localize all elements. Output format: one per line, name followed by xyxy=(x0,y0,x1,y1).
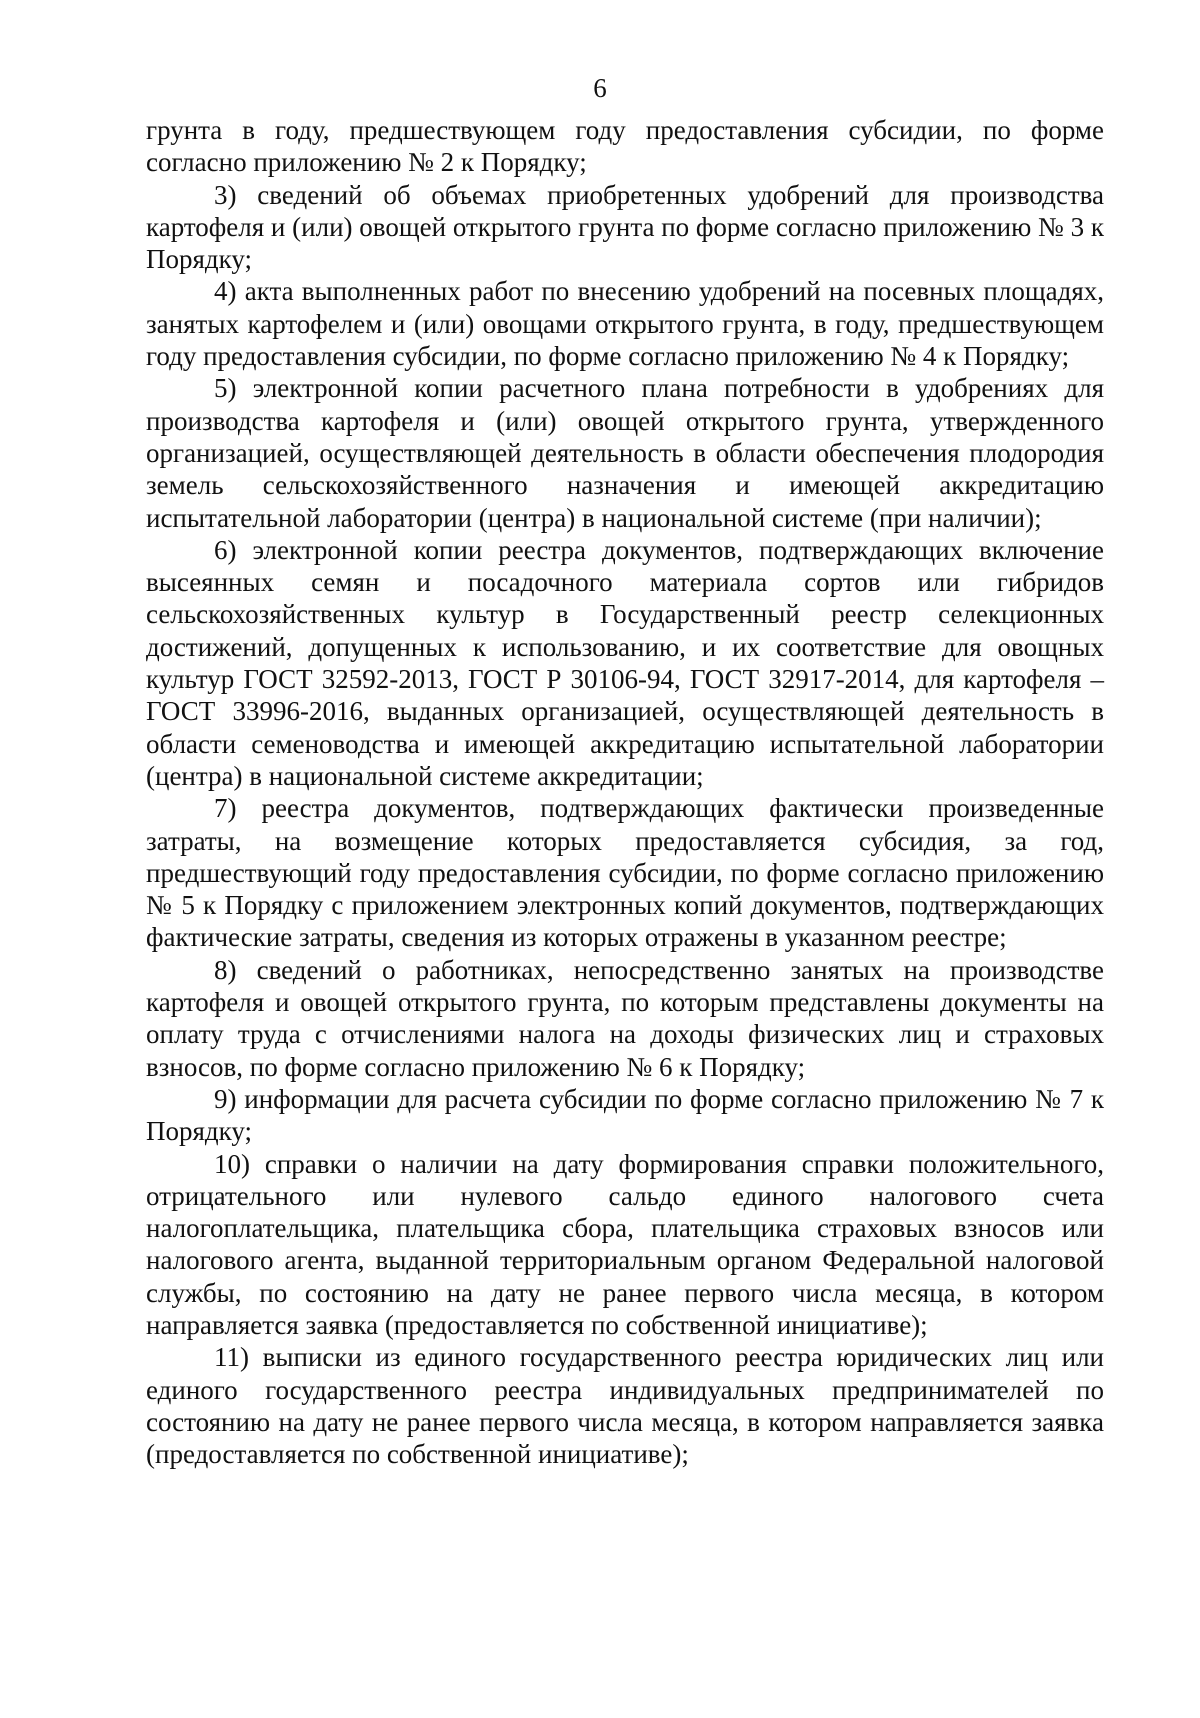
list-item-5: 5) электронной копии расчетного плана потребности в удобрениях для производства картофеля и (или) овощей открытого грунта, утвержденного организацией, осуществляющей деятельность в области обеспечения плодородия земель сельскохозяйственного назначения и имеющей аккредитацию испытательной лаборатории (центра) в национальной системе (при наличии); xyxy=(146,373,1104,533)
list-item-9: 9) информации для расчета субсидии по форме согласно приложению № 7 к Порядку; xyxy=(146,1083,1104,1147)
list-item-8: 8) сведений о работниках, непосредственно занятых на производстве картофеля и овощей открытого грунта, по которым представлены документы на оплату труда с отчислениями налога на доходы физических лиц и страховых взносов, по форме согласно приложению № 6 к Порядку; xyxy=(146,954,1104,1082)
list-item-10: 10) справки о наличии на дату формирования справки положительного, отрицательного или нулевого сальдо единого налогового счета налогоплательщика, плательщика сбора, плательщика страховых взносов или налогового агента, выданной территориальным органом Федеральной налоговой службы, по состоянию на дату не ранее первого числа месяца, в котором направляется заявка (предоставляется по собственной инициативе); xyxy=(146,1148,1104,1340)
list-item-7: 7) реестра документов, подтверждающих фактически произведенные затраты, на возмещение которых предоставляется субсидия, за год, предшествующий году предоставления субсидии, по форме согласно приложению № 5 к Порядку с приложением электронных копий документов, подтверждающих фактические затраты, сведения из которых отражены в указанном реестре; xyxy=(146,793,1104,953)
document-body xyxy=(146,114,1104,1470)
list-item-3: 3) сведений об объемах приобретенных удобрений для производства картофеля и (или) овощей открытого грунта по форме согласно приложению № 3 к Порядку; xyxy=(146,179,1104,275)
paragraph-continuation: грунта в году, предшествующем году предоставления субсидии, по форме согласно приложению № 2 к Порядку; xyxy=(146,115,1104,178)
page-number: 6 xyxy=(593,73,607,103)
list-item-11: 11) выписки из единого государственного реестра юридических лиц или единого государственного реестра индивидуальных предпринимателей по состоянию на дату не ранее первого числа месяца, в котором направляется заявка (предоставляется по собственной инициативе); xyxy=(146,1342,1104,1470)
list-item-4: 4) акта выполненных работ по внесению удобрений на посевных площадях, занятых картофелем и (или) овощами открытого грунта, в году, предшествующем году предоставления субсидии, по форме согласно приложению № 4 к Порядку; xyxy=(146,276,1104,372)
list-item-6: 6) электронной копии реестра документов, подтверждающих включение высеянных семян и посадочного материала сортов или гибридов сельскохозяйственных культур в Государственный реестр селекционных достижений, допущенных к использованию, и их соответствие для овощных культур ГОСТ 32592-2013, ГОСТ Р 30106-94, ГОСТ 32917-2014, для картофеля – ГОСТ 33996-2016, выданных организацией, осуществляющей деятельность в области семеноводства и имеющей аккредитацию испытательной лаборатории (центра) в национальной системе аккредитации; xyxy=(146,534,1104,791)
